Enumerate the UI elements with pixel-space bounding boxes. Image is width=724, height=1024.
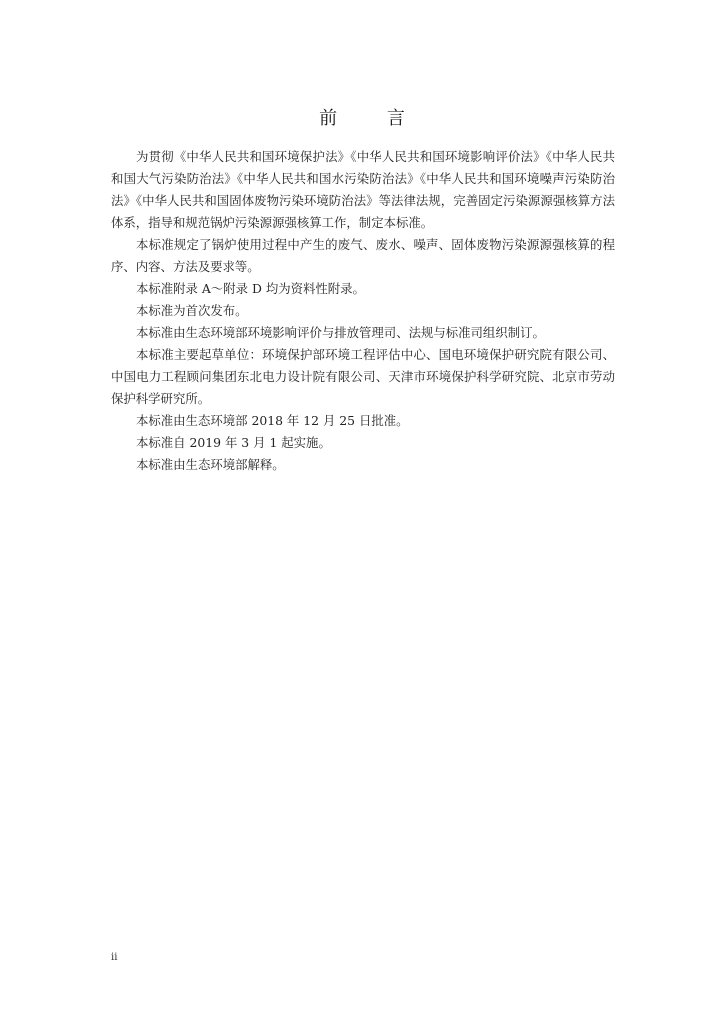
paragraph-first-release: 本标准为首次发布。 [136, 303, 248, 318]
paragraph-approval-date: 本标准由生态环境部 2018 年 12 月 25 日批准。 [136, 413, 409, 428]
page-number: ii [111, 952, 118, 963]
preface-body [111, 146, 615, 476]
paragraph-scope: 本标准规定了锅炉使用过程中产生的废气、废水、噪声、固体废物污染源源强核算的程序、内容、方法及要求等。 [111, 237, 615, 274]
page-title: 前 言 [319, 108, 427, 129]
paragraph-appendix: 本标准附录 A～附录 D 均为资料性附录。 [136, 281, 365, 296]
paragraph-drafters: 本标准主要起草单位：环境保护部环境工程评估中心、国电环境保护研究院有限公司、中国电力工程顾问集团东北电力设计院有限公司、天津市环境保护科学研究院、北京市劳动保护科学研究所。 [111, 347, 615, 406]
paragraph-effective-date: 本标准自 2019 年 3 月 1 起实施。 [136, 435, 331, 450]
paragraph-purpose: 为贯彻《中华人民共和国环境保护法》《中华人民共和国环境影响评价法》《中华人民共和国大气污染防治法》《中华人民共和国水污染防治法》《中华人民共和国环境噪声污染防治法》《中华人民共和国固体废物污染环境防治法》等法律法规，完善固定污染源源强核算方法体系，指导和规范锅炉污染源源强核算工作，制定本标准。 [111, 149, 615, 230]
paragraph-interpretation: 本标准由生态环境部解释。 [136, 457, 285, 472]
paragraph-organizer: 本标准由生态环境部环境影响评价与排放管理司、法规与标准司组织制订。 [136, 325, 545, 340]
